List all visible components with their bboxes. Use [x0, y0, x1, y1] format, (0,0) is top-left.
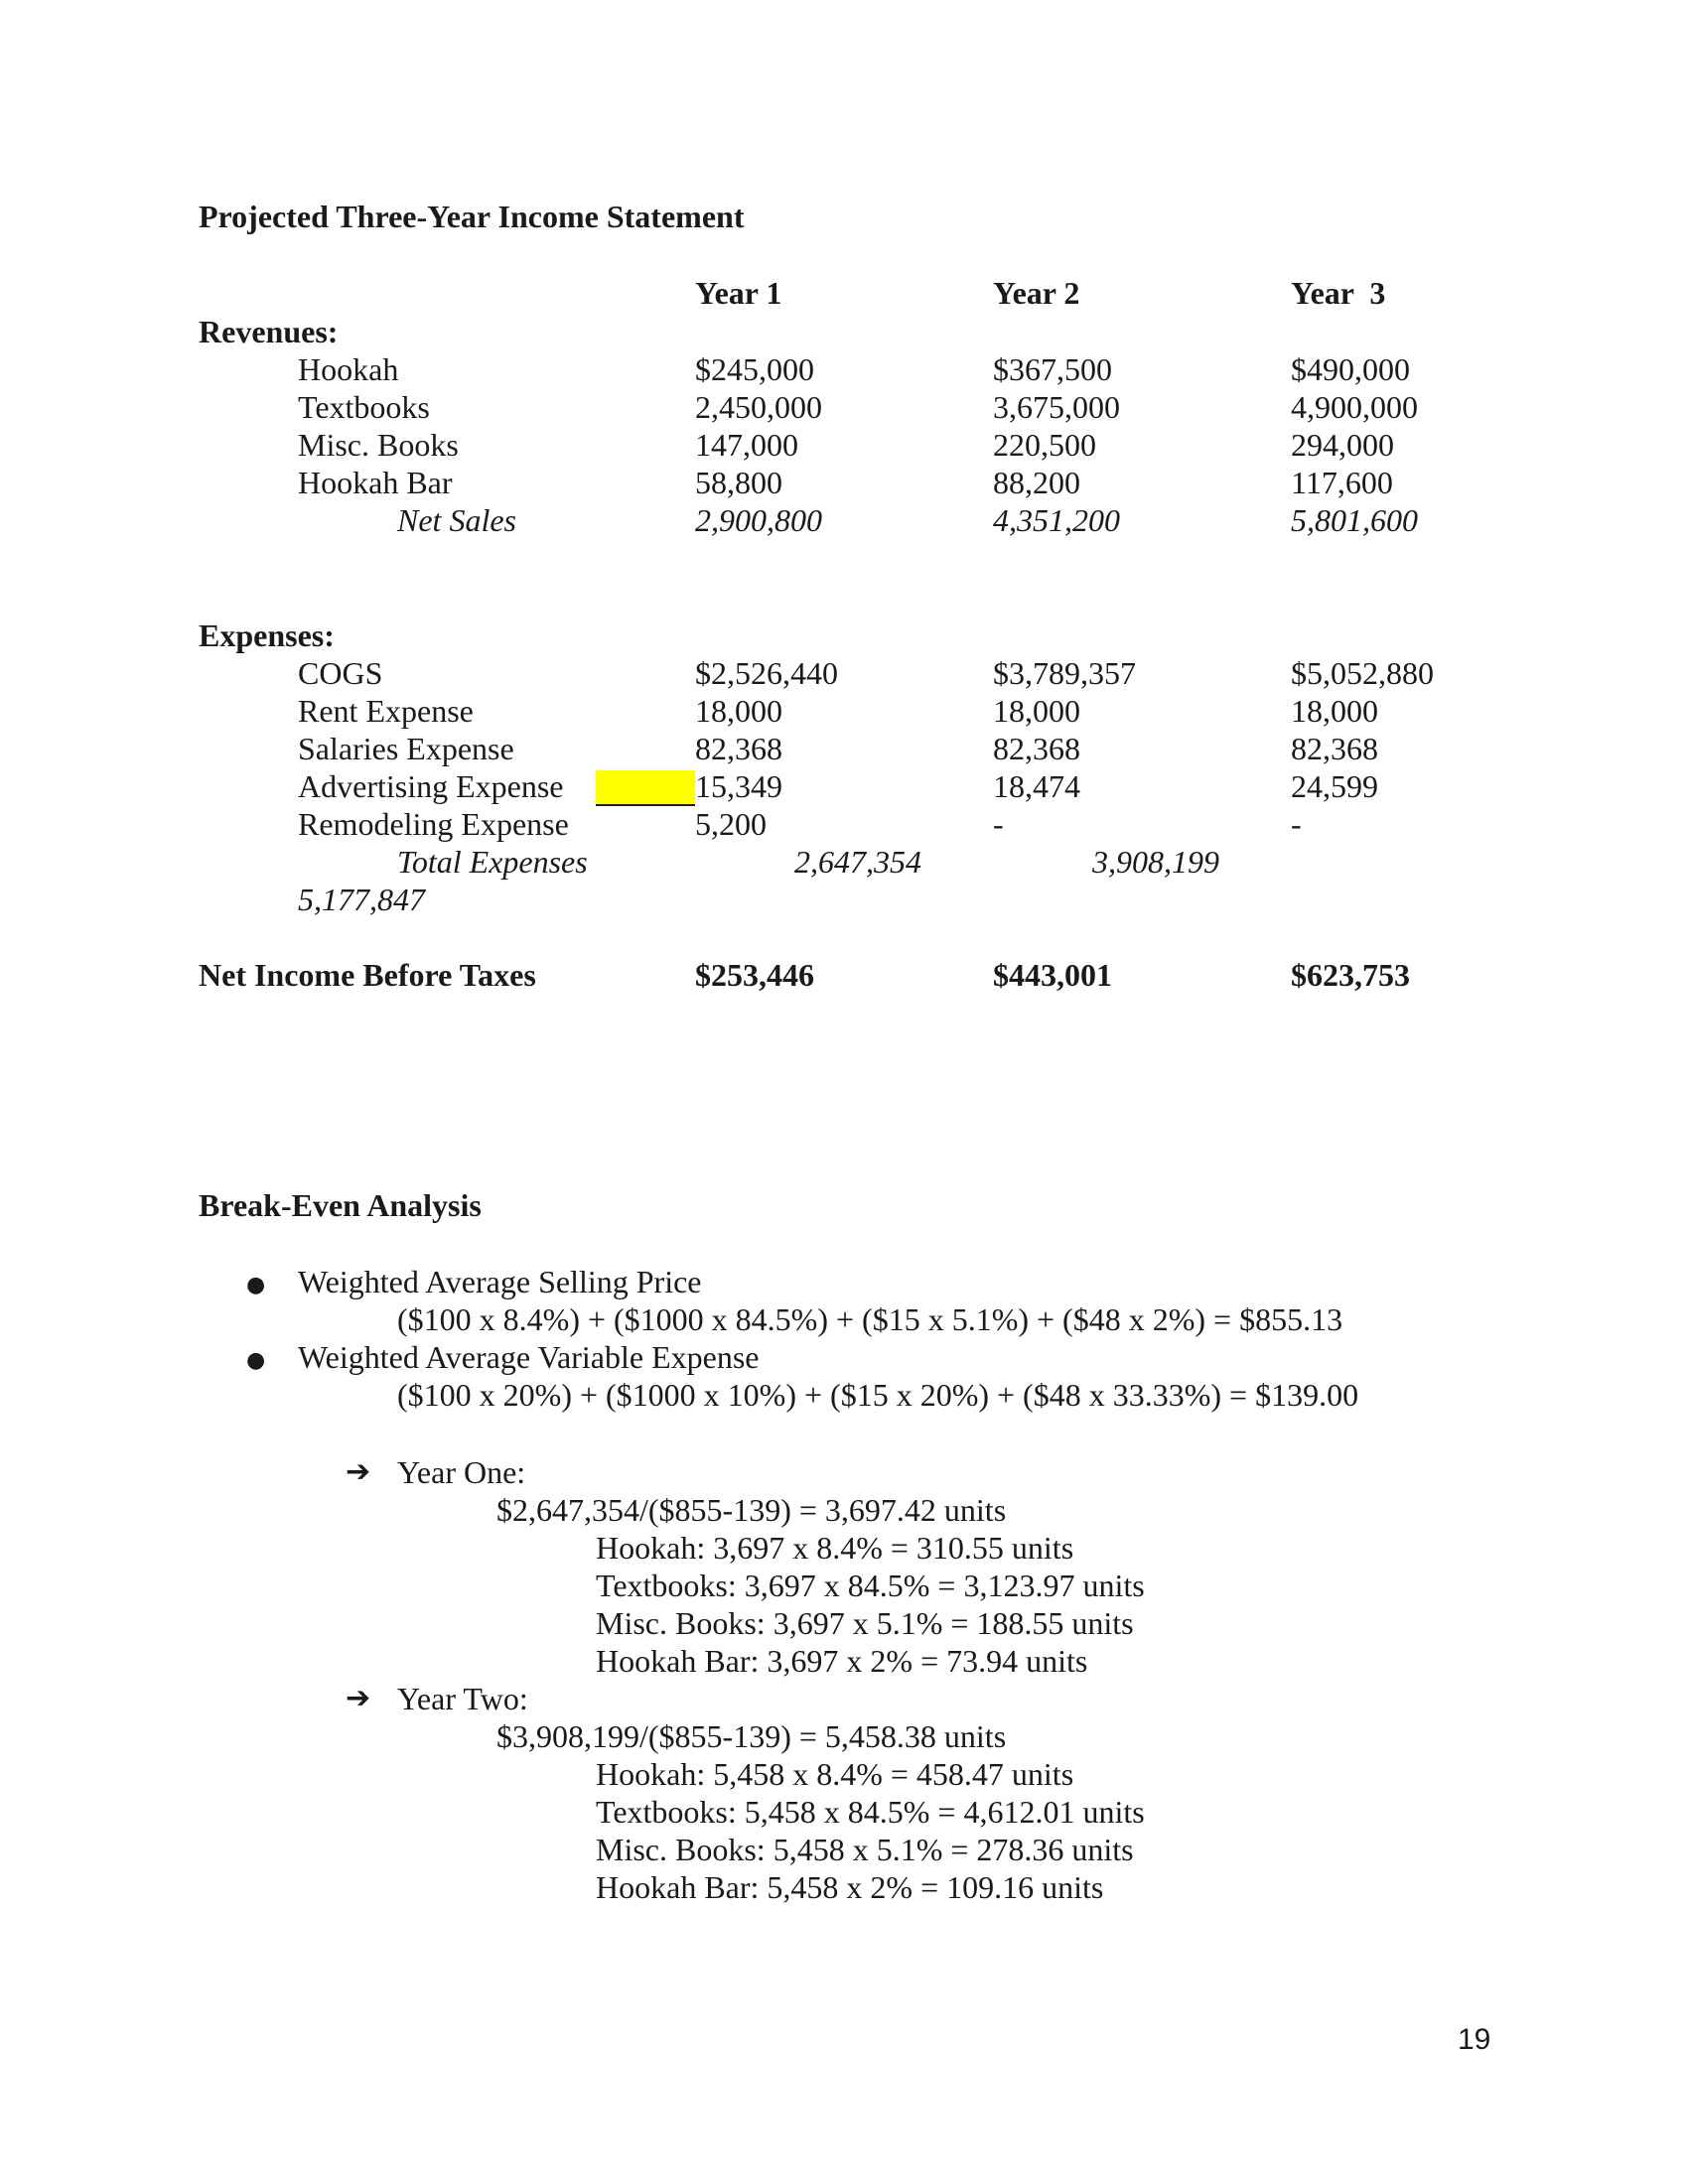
- net-income-value: $253,446: [695, 957, 814, 993]
- revenues-label: Revenues:: [199, 314, 339, 349]
- yellow-highlight-mark: [596, 770, 695, 806]
- year-1-header: Year 1: [695, 275, 782, 311]
- net-sales-value: 2,900,800: [695, 502, 822, 538]
- revenue-row-label: Misc. Books: [298, 427, 459, 463]
- expense-value: 18,000: [1291, 693, 1378, 729]
- expense-value: 5,200: [695, 806, 767, 842]
- total-expenses-label: Total Expenses: [397, 844, 588, 880]
- expense-value: -: [1291, 806, 1302, 842]
- expense-row-label: Remodeling Expense: [298, 806, 569, 842]
- net-sales-value: 4,351,200: [993, 502, 1120, 538]
- net-sales-label: Net Sales: [397, 502, 516, 538]
- year-total: $2,647,354/($855-139) = 3,697.42 units: [496, 1492, 1007, 1528]
- year-line: Hookah: 5,458 x 8.4% = 458.47 units: [596, 1756, 1074, 1792]
- expense-row-label: Salaries Expense: [298, 731, 514, 766]
- revenue-value: 88,200: [993, 465, 1080, 500]
- bullet-label: Weighted Average Variable Expense: [298, 1339, 760, 1375]
- year-line: Textbooks: 5,458 x 84.5% = 4,612.01 units: [596, 1794, 1145, 1830]
- revenue-value: 117,600: [1291, 465, 1393, 500]
- net-income-label: Net Income Before Taxes: [199, 957, 536, 993]
- year-line: Hookah Bar: 3,697 x 2% = 73.94 units: [596, 1643, 1088, 1679]
- revenue-value: $490,000: [1291, 351, 1410, 387]
- year-2-header: Year 2: [993, 275, 1080, 311]
- revenue-value: 4,900,000: [1291, 389, 1418, 425]
- year-label: Year Two:: [397, 1681, 528, 1716]
- revenue-value: $367,500: [993, 351, 1112, 387]
- break-even-title: Break-Even Analysis: [199, 1187, 482, 1223]
- revenue-row-label: Hookah: [298, 351, 399, 387]
- expense-row-label: Advertising Expense: [298, 768, 564, 804]
- year-line: Textbooks: 3,697 x 84.5% = 3,123.97 units: [596, 1568, 1145, 1603]
- year-label: Year One:: [397, 1454, 526, 1490]
- revenue-row-label: Textbooks: [298, 389, 430, 425]
- arrow-icon: ➔: [346, 1454, 371, 1489]
- revenue-value: 2,450,000: [695, 389, 822, 425]
- bullet-label: Weighted Average Selling Price: [298, 1264, 702, 1299]
- expense-value: 82,368: [993, 731, 1080, 766]
- total-expenses-value: 5,177,847: [298, 882, 425, 917]
- revenue-value: 58,800: [695, 465, 782, 500]
- expense-value: 82,368: [1291, 731, 1378, 766]
- total-expenses-value: 3,908,199: [1092, 844, 1219, 880]
- expense-value: 24,599: [1291, 768, 1378, 804]
- expense-value: $3,789,357: [993, 655, 1136, 691]
- year-line: Misc. Books: 3,697 x 5.1% = 188.55 units: [596, 1605, 1134, 1641]
- page-number: 19: [1458, 2023, 1491, 2056]
- year-line: Hookah Bar: 5,458 x 2% = 109.16 units: [596, 1869, 1104, 1905]
- income-statement-title: Projected Three-Year Income Statement: [199, 199, 745, 234]
- expenses-label: Expenses:: [199, 617, 335, 653]
- expense-value: 82,368: [695, 731, 782, 766]
- arrow-icon: ➔: [346, 1681, 371, 1715]
- expense-value: $2,526,440: [695, 655, 838, 691]
- bullet-formula: ($100 x 8.4%) + ($1000 x 84.5%) + ($15 x 5.1%) + ($48 x 2%) = $855.13: [397, 1301, 1343, 1337]
- bullet-icon: ●: [246, 1273, 266, 1297]
- revenue-value: 294,000: [1291, 427, 1394, 463]
- expense-value: 15,349: [695, 768, 782, 804]
- expense-value: 18,474: [993, 768, 1080, 804]
- expense-value: 18,000: [993, 693, 1080, 729]
- revenue-value: 220,500: [993, 427, 1096, 463]
- year-line: Misc. Books: 5,458 x 5.1% = 278.36 units: [596, 1832, 1134, 1867]
- revenue-value: 3,675,000: [993, 389, 1120, 425]
- year-total: $3,908,199/($855-139) = 5,458.38 units: [496, 1718, 1007, 1754]
- year-line: Hookah: 3,697 x 8.4% = 310.55 units: [596, 1530, 1074, 1566]
- net-sales-value: 5,801,600: [1291, 502, 1418, 538]
- revenue-row-label: Hookah Bar: [298, 465, 453, 500]
- revenue-value: 147,000: [695, 427, 798, 463]
- total-expenses-value: 2,647,354: [794, 844, 921, 880]
- expense-value: -: [993, 806, 1004, 842]
- expense-value: $5,052,880: [1291, 655, 1434, 691]
- bullet-formula: ($100 x 20%) + ($1000 x 10%) + ($15 x 20%) + ($48 x 33.33%) = $139.00: [397, 1377, 1359, 1413]
- net-income-value: $443,001: [993, 957, 1112, 993]
- bullet-icon: ●: [246, 1348, 266, 1373]
- expense-value: 18,000: [695, 693, 782, 729]
- expense-row-label: Rent Expense: [298, 693, 474, 729]
- expense-row-label: COGS: [298, 655, 383, 691]
- net-income-value: $623,753: [1291, 957, 1410, 993]
- revenue-value: $245,000: [695, 351, 814, 387]
- year-3-header: Year 3: [1291, 275, 1386, 311]
